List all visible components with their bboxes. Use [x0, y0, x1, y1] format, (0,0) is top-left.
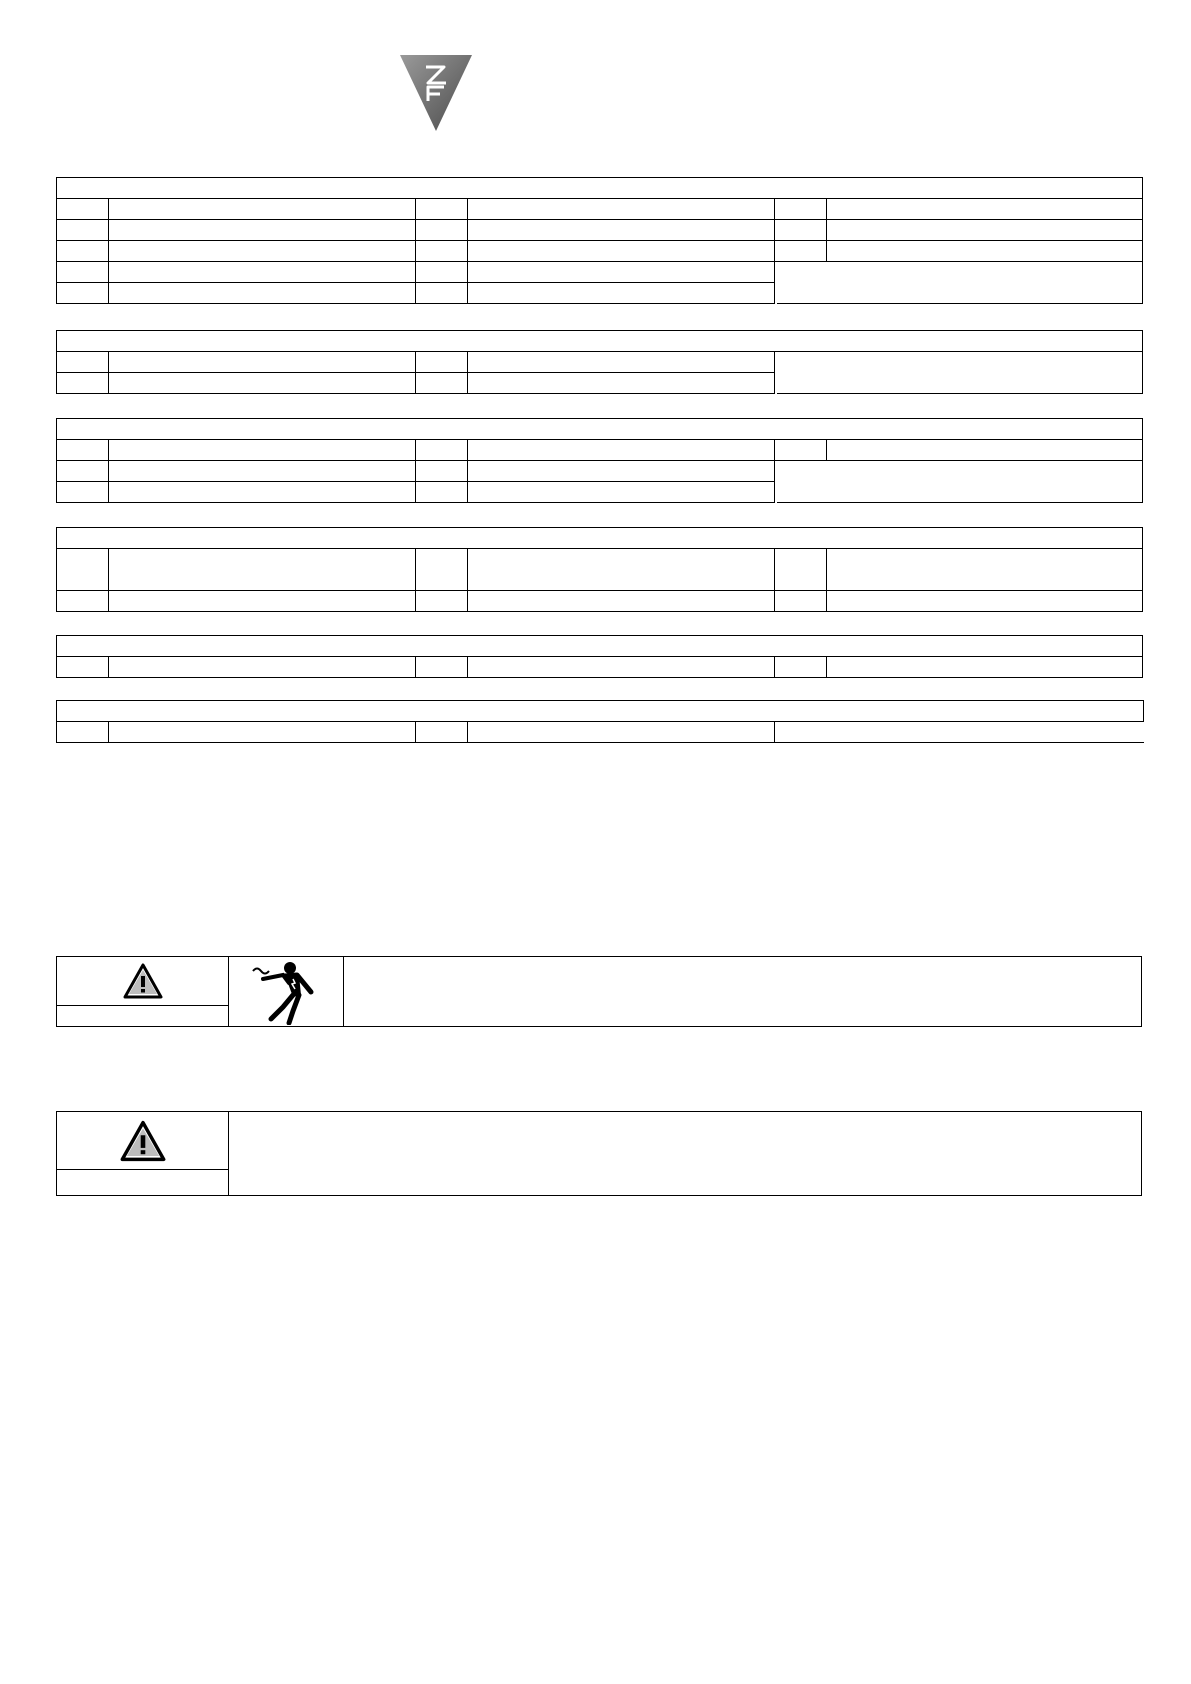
warning-label [57, 1005, 228, 1026]
merged-cell [777, 352, 1143, 394]
table-header [57, 636, 1143, 657]
table-cell [108, 199, 416, 220]
data-table-5 [56, 635, 1143, 678]
warning-box-general [56, 1111, 1142, 1196]
warning-label [57, 1169, 228, 1195]
table-header [57, 419, 1143, 440]
electric-shock-cell [229, 957, 344, 1026]
merged-cell [777, 461, 1143, 503]
table-header [57, 331, 1143, 352]
warning-triangle-icon [120, 1120, 166, 1162]
table-header [57, 528, 1143, 549]
warning-text [229, 1112, 1141, 1195]
company-logo [398, 53, 474, 133]
data-table-1 [56, 177, 1143, 304]
table-header [57, 178, 1143, 199]
warning-text [344, 957, 1141, 1026]
data-table-4 [56, 527, 1143, 612]
data-table-2 [56, 330, 1143, 394]
warning-symbol-cell [57, 1112, 229, 1195]
table-header [57, 701, 1144, 722]
merged-cell [777, 262, 1143, 304]
warning-triangle-icon [123, 963, 163, 999]
data-table-6 [56, 700, 1144, 743]
warning-box-electrical [56, 956, 1142, 1027]
data-table-3 [56, 418, 1143, 503]
electric-shock-icon [249, 959, 323, 1025]
warning-symbol-cell [57, 957, 229, 1026]
